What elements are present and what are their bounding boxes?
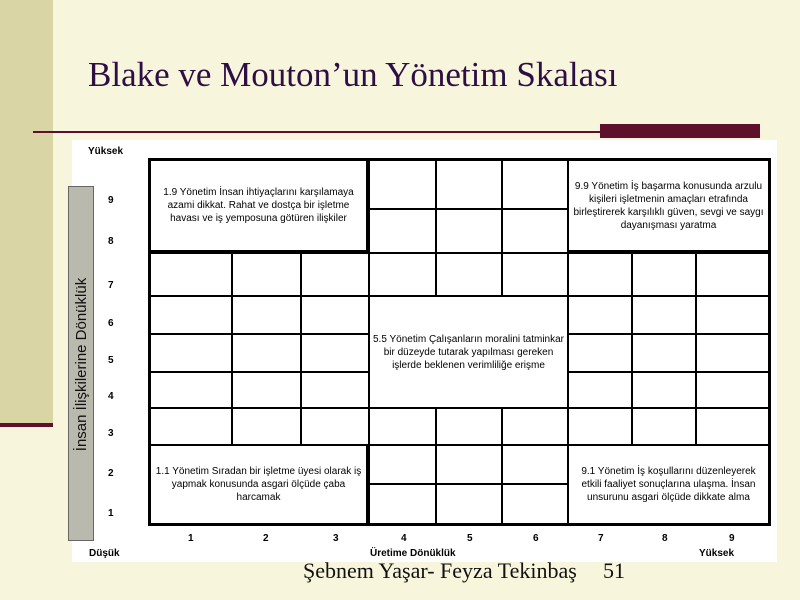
x-tick-7: 7 <box>598 533 604 544</box>
y-tick-6: 6 <box>108 318 114 329</box>
footer-authors: Şebnem Yaşar- Feyza Tekinbaş <box>303 558 577 583</box>
x-axis-title: Üretime Dönüklük <box>370 548 456 559</box>
slide-title: Blake ve Mouton’un Yönetim Skalası <box>88 55 618 94</box>
x-tick-6: 6 <box>533 533 539 544</box>
y-tick-8: 8 <box>108 236 114 247</box>
decorative-side-line <box>0 423 53 427</box>
x-tick-9: 9 <box>729 533 735 544</box>
style-9-9-box: 9.9 Yönetim İş başarma konusunda arzulu kişileri işletmenin amaçları etrafında birleştirerek karşılıklı güven, sevgi ve saygı dayanışması yaratma <box>567 161 768 252</box>
y-axis-title: İnsan İlişkilerine Dönüklük <box>73 277 91 452</box>
style-1-1-box: 1.1 Yönetim Sıradan bir işletme üyesi olarak iş yapmak konusunda asgari ölçüde çaba harcamak <box>151 444 368 523</box>
grid-line <box>151 252 768 254</box>
decorative-side-strip <box>0 0 53 425</box>
y-tick-4: 4 <box>108 391 114 402</box>
title-underline-accent <box>600 124 760 138</box>
y-tick-9: 9 <box>108 195 114 206</box>
x-tick-4: 4 <box>401 533 407 544</box>
y-tick-5: 5 <box>108 355 114 366</box>
x-tick-5: 5 <box>467 533 473 544</box>
style-1-9-box: 1.9 Yönetim İnsan ihtiyaçlarını karşılamaya azami dikkat. Rahat ve dostça bir işletme havası ve iş yemposuna götüren ilişkiler <box>151 161 368 252</box>
x-tick-2: 2 <box>263 533 269 544</box>
x-axis-high-label: Yüksek <box>699 548 735 559</box>
y-tick-1: 1 <box>108 508 114 519</box>
x-tick-3: 3 <box>333 533 339 544</box>
y-axis-low-label: Düşük <box>89 548 120 559</box>
page-number: 51 <box>603 558 625 583</box>
y-tick-7: 7 <box>108 280 114 291</box>
y-axis-high-label: Yüksek <box>88 146 124 157</box>
style-9-1-box: 9.1 Yönetim İş koşullarını düzenleyerek etkili faaliyet sonuçlarına ulaşma. İnsan unsurunu asgari ölçüde dikkate alma <box>567 444 768 523</box>
x-tick-8: 8 <box>662 533 668 544</box>
y-tick-3: 3 <box>108 428 114 439</box>
y-axis-title-box <box>68 186 94 541</box>
x-tick-1: 1 <box>188 533 194 544</box>
style-5-5-box: 5.5 Yönetim Çalışanların moralini tatminkar bir düzeyde tutarak yapılması gereken işlerde beklenen verimliliğe erişme <box>368 295 569 409</box>
managerial-grid <box>148 158 771 526</box>
y-tick-2: 2 <box>108 468 114 479</box>
